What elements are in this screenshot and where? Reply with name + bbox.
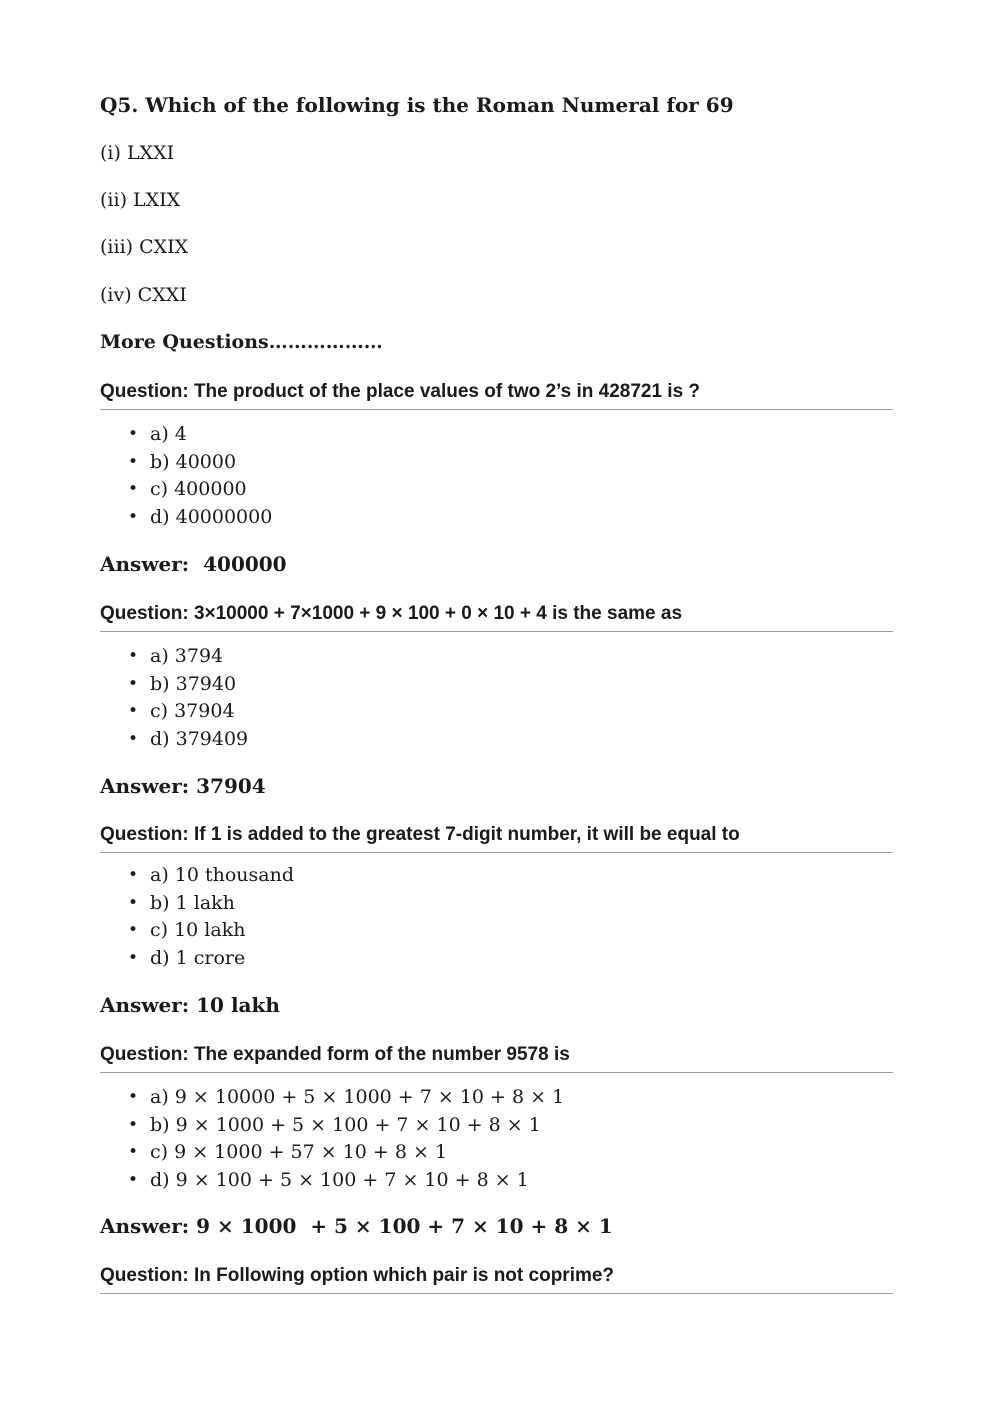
list-item: • a) 4: [128, 421, 272, 449]
q5-option: (i) LXXI: [100, 142, 175, 164]
list-item: • b) 9 × 1000 + 5 × 100 + 7 × 10 + 8 × 1: [128, 1112, 564, 1140]
option-list: [128, 643, 248, 754]
question-heading: Question: The expanded form of the number 9578 is: [100, 1044, 893, 1073]
option-list: [128, 1084, 564, 1195]
list-item: • b) 40000: [128, 449, 272, 477]
answer-text: Answer: 37904: [100, 774, 266, 798]
q5-option: (iii) CXIX: [100, 236, 189, 258]
list-item: • b) 37940: [128, 671, 248, 699]
list-item: • a) 3794: [128, 643, 248, 671]
list-item: • d) 40000000: [128, 504, 272, 532]
answer-text: Answer: 10 lakh: [100, 993, 280, 1017]
list-item: • a) 9 × 10000 + 5 × 1000 + 7 × 10 + 8 × 1: [128, 1084, 564, 1112]
more-questions-heading: More Questions………………: [100, 331, 383, 353]
list-item: • d) 1 crore: [128, 945, 294, 973]
question-heading: Question: The product of the place values of two 2’s in 428721 is ?: [100, 381, 893, 410]
answer-text: Answer: 400000: [100, 552, 287, 576]
question-heading: Question: In Following option which pair is not coprime?: [100, 1265, 893, 1294]
question-heading: Question: If 1 is added to the greatest 7-digit number, it will be equal to: [100, 824, 893, 853]
list-item: • a) 10 thousand: [128, 862, 294, 890]
answer-text: Answer: 9 × 1000 + 5 × 100 + 7 × 10 + 8 × 1: [100, 1214, 613, 1238]
list-item: • d) 9 × 100 + 5 × 100 + 7 × 10 + 8 × 1: [128, 1167, 564, 1195]
question-heading: Question: 3×10000 + 7×1000 + 9 × 100 + 0 × 10 + 4 is the same as: [100, 603, 893, 632]
list-item: • c) 9 × 1000 + 57 × 10 + 8 × 1: [128, 1139, 564, 1167]
list-item: • d) 379409: [128, 726, 248, 754]
list-item: • b) 1 lakh: [128, 890, 294, 918]
list-item: • c) 400000: [128, 476, 272, 504]
list-item: • c) 10 lakh: [128, 917, 294, 945]
q5-option: (iv) CXXI: [100, 284, 187, 306]
option-list: [128, 862, 294, 973]
q5-title: Q5. Which of the following is the Roman Numeral for 69: [100, 93, 734, 117]
list-item: • c) 37904: [128, 698, 248, 726]
option-list: [128, 421, 272, 532]
q5-option: (ii) LXIX: [100, 189, 181, 211]
